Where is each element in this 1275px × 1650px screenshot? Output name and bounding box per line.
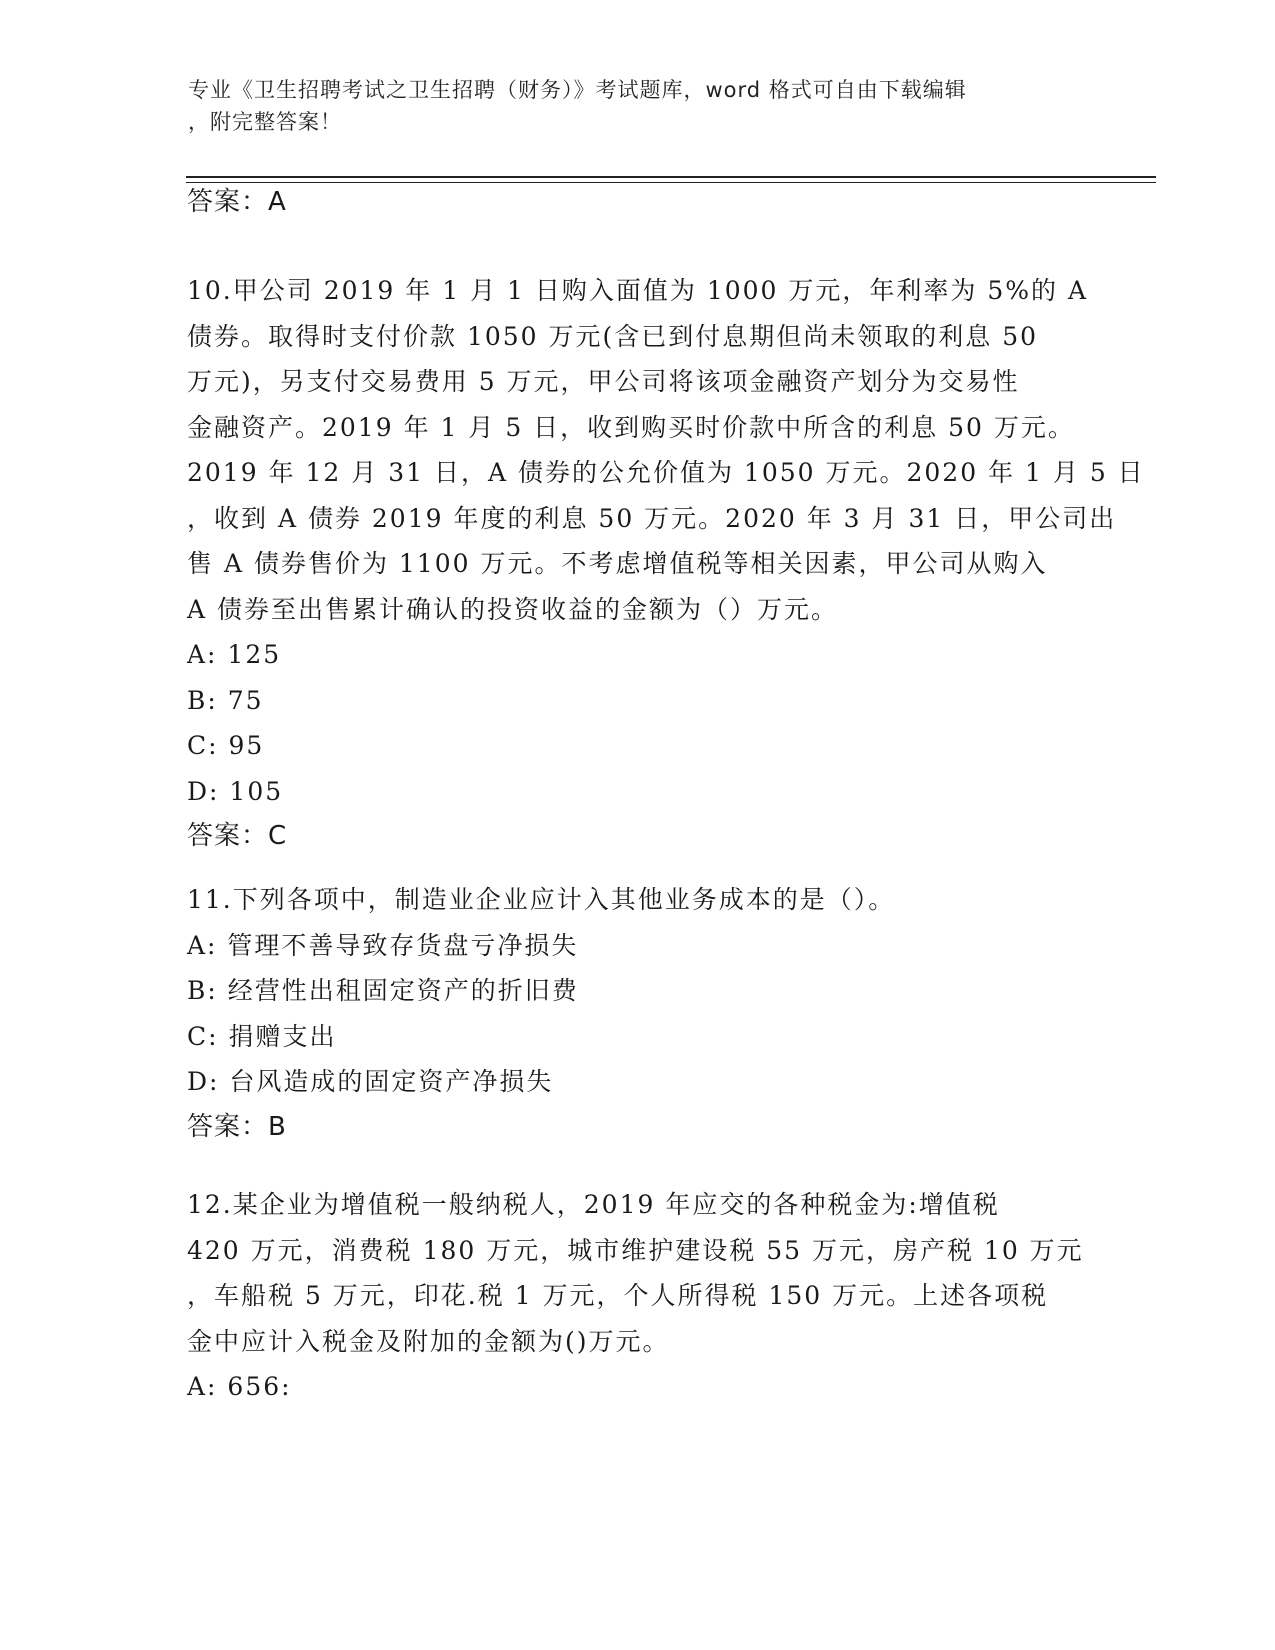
option-b: B: 75 <box>187 685 264 715</box>
option-a: A: 125 <box>187 640 282 669</box>
header-line: ，附完整答案！ <box>188 110 342 134</box>
option-d: D: 台风造成的固定资产净损失 <box>187 1067 554 1096</box>
header-note <box>188 74 1088 138</box>
question-text-line: ，收到 A 债券 2019 年度的利息 50 万元。2020 年 3 月 31 日，甲公司出 <box>187 503 1117 533</box>
question-text-line: 10.甲公司 2019 年 1 月 1 日购入面值为 1000 万元，年利率为 5%的 A <box>187 276 1089 305</box>
answer-previous: 答案：A <box>187 187 287 217</box>
option-c: C: 捐赠支出 <box>187 1021 337 1051</box>
question-10 <box>187 268 1145 858</box>
question-text-line: ，车船税 5 万元，印花.税 1 万元，个人所得税 150 万元。上述各项税 <box>187 1281 1049 1310</box>
question-text-line: 债券。取得时支付价款 1050 万元(含已到付息期但尚未领取的利息 50 <box>187 321 1039 351</box>
header-line: 专业《卫生招聘考试之卫生招聘（财务）》考试题库，word 格式可自由下载编辑 <box>188 78 967 102</box>
question-text-line: 420 万元，消费税 180 万元，城市维护建设税 55 万元，房产税 10 万元 <box>187 1235 1084 1265</box>
question-text-line: A 债券至出售累计确认的投资收益的金额为（）万元。 <box>187 594 839 624</box>
answer-10: 答案：C <box>187 821 288 851</box>
question-text-line: 金中应计入税金及附加的金额为()万元。 <box>187 1326 670 1356</box>
header-rule-thick <box>186 176 1156 178</box>
question-12 <box>187 1182 1087 1410</box>
question-11 <box>187 877 1087 1149</box>
question-text-line: 金融资产。2019 年 1 月 5 日，收到购买时价款中所含的利息 50 万元。 <box>187 412 1075 442</box>
answer-11: 答案：B <box>187 1111 287 1142</box>
option-a: A: 管理不善导致存货盘亏净损失 <box>187 930 579 960</box>
question-text-line: 11.下列各项中，制造业企业应计入其他业务成本的是（）。 <box>187 885 896 914</box>
option-c: C: 95 <box>187 731 265 760</box>
question-text-line: 万元)，另支付交易费用 5 万元，甲公司将该项金融资产划分为交易性 <box>187 367 1020 396</box>
question-text-line: 售 A 债券售价为 1100 万元。不考虑增值税等相关因素，甲公司从购入 <box>187 549 1048 578</box>
question-text-line: 12.某企业为增值税一般纳税人，2019 年应交的各种税金为:增值税 <box>187 1190 1000 1219</box>
option-a: A: 656: <box>187 1372 292 1401</box>
question-text-line: 2019 年 12 月 31 日，A 债券的公允价值为 1050 万元。2020 年 1 月 5 日 <box>187 458 1145 487</box>
option-d: D: 105 <box>187 776 284 806</box>
option-b: B: 经营性出租固定资产的折旧费 <box>187 976 579 1005</box>
